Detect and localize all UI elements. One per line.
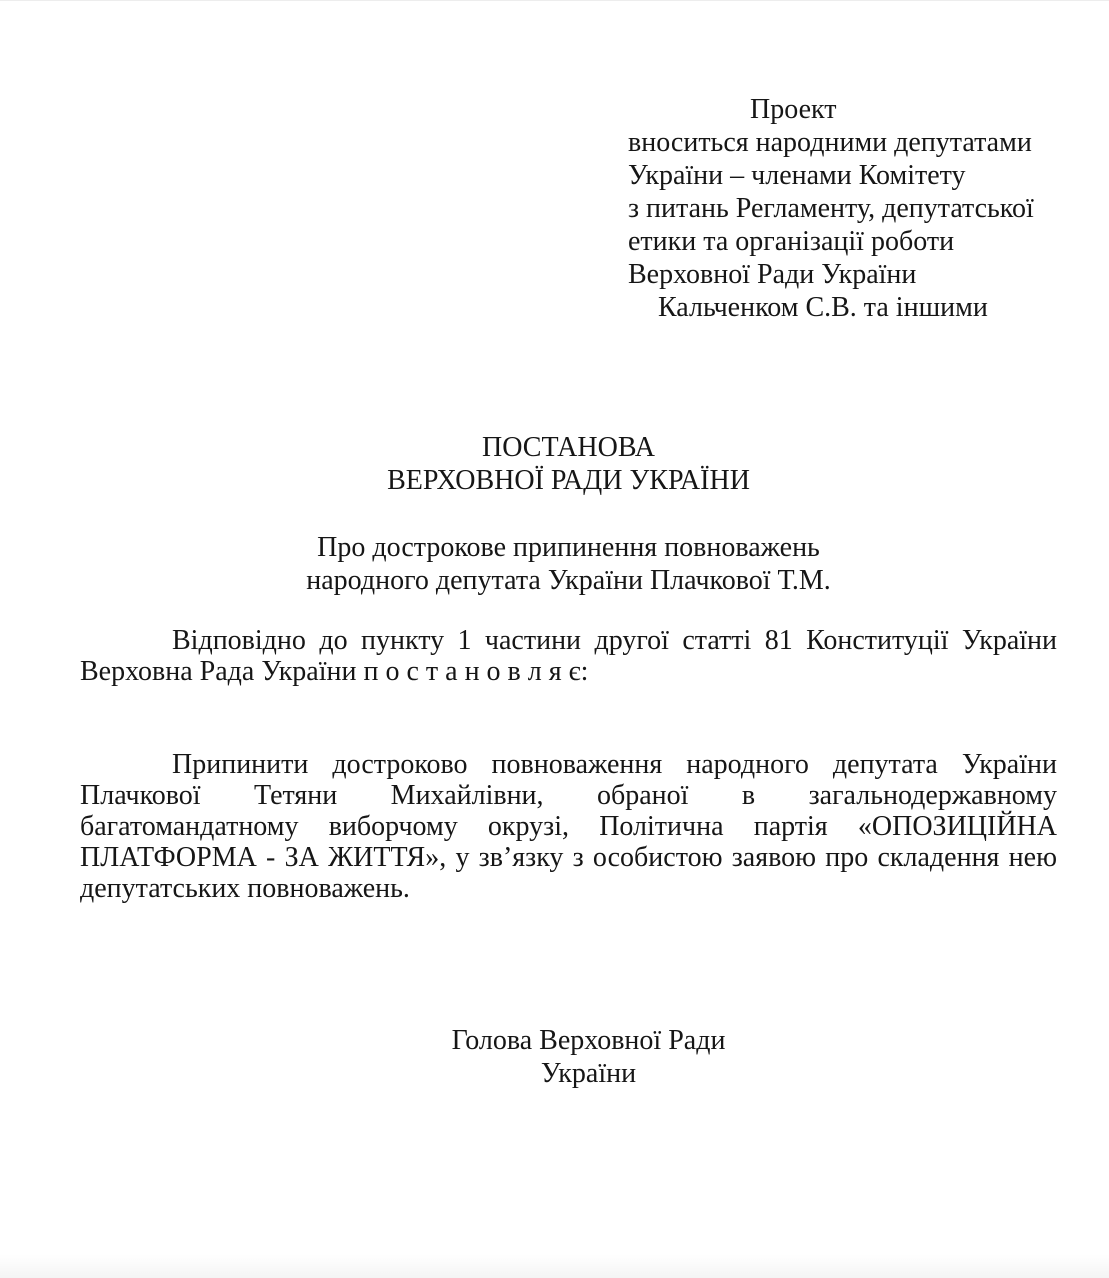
draft-note-line: з питань Регламенту, депутатської [628, 193, 1034, 224]
paragraph-line: Відповідно до пункту 1 частини другої статті 81 Конституції України [172, 625, 1057, 656]
document-subject-line2: народного депутата України Плачкової Т.М. [306, 565, 831, 596]
paragraph-line: ПЛАТФОРМА - ЗА ЖИТТЯ», у зв’язку з особистою заявою про складення нею [80, 842, 1057, 873]
draft-note-line: етики та організації роботи [628, 226, 955, 257]
paragraph-line: Верховна Рада України п о с т а н о в л я є: [80, 656, 589, 687]
paragraph-line: депутатських повноважень. [80, 873, 410, 904]
paragraph-line: Плачкової Тетяни Михайлівни, обраної в загальнодержавному [80, 780, 1057, 811]
document-subject-line1: Про дострокове припинення повноважень [317, 532, 820, 563]
draft-note-line: Проект [750, 94, 837, 125]
document-title [80, 431, 1057, 497]
signature-block [100, 1024, 1077, 1090]
signature-title-line1: Голова Верховної Ради [451, 1025, 726, 1056]
paragraph-line: Припинити достроково повноваження народного депутата України [172, 749, 1057, 780]
signature-title-line2: України [540, 1058, 637, 1089]
document-title-line2: ВЕРХОВНОЇ РАДИ УКРАЇНИ [387, 465, 750, 496]
body-paragraph-preamble [80, 625, 1057, 687]
draft-note-line: Верховної Ради України [628, 259, 917, 290]
paragraph-line: багатомандатному виборчому окрузі, Політична партія «ОПОЗИЦІЙНА [80, 811, 1057, 842]
document-title-line1: ПОСТАНОВА [482, 432, 655, 463]
draft-note-line: Кальченком С.В. та іншими [658, 292, 988, 323]
draft-submission-note [628, 93, 1034, 324]
draft-note-line: вноситься народними депутатами [628, 127, 1032, 158]
body-paragraph-resolution [80, 749, 1057, 904]
draft-note-line: України – членами Комітету [628, 160, 966, 191]
document-subject [80, 531, 1057, 597]
